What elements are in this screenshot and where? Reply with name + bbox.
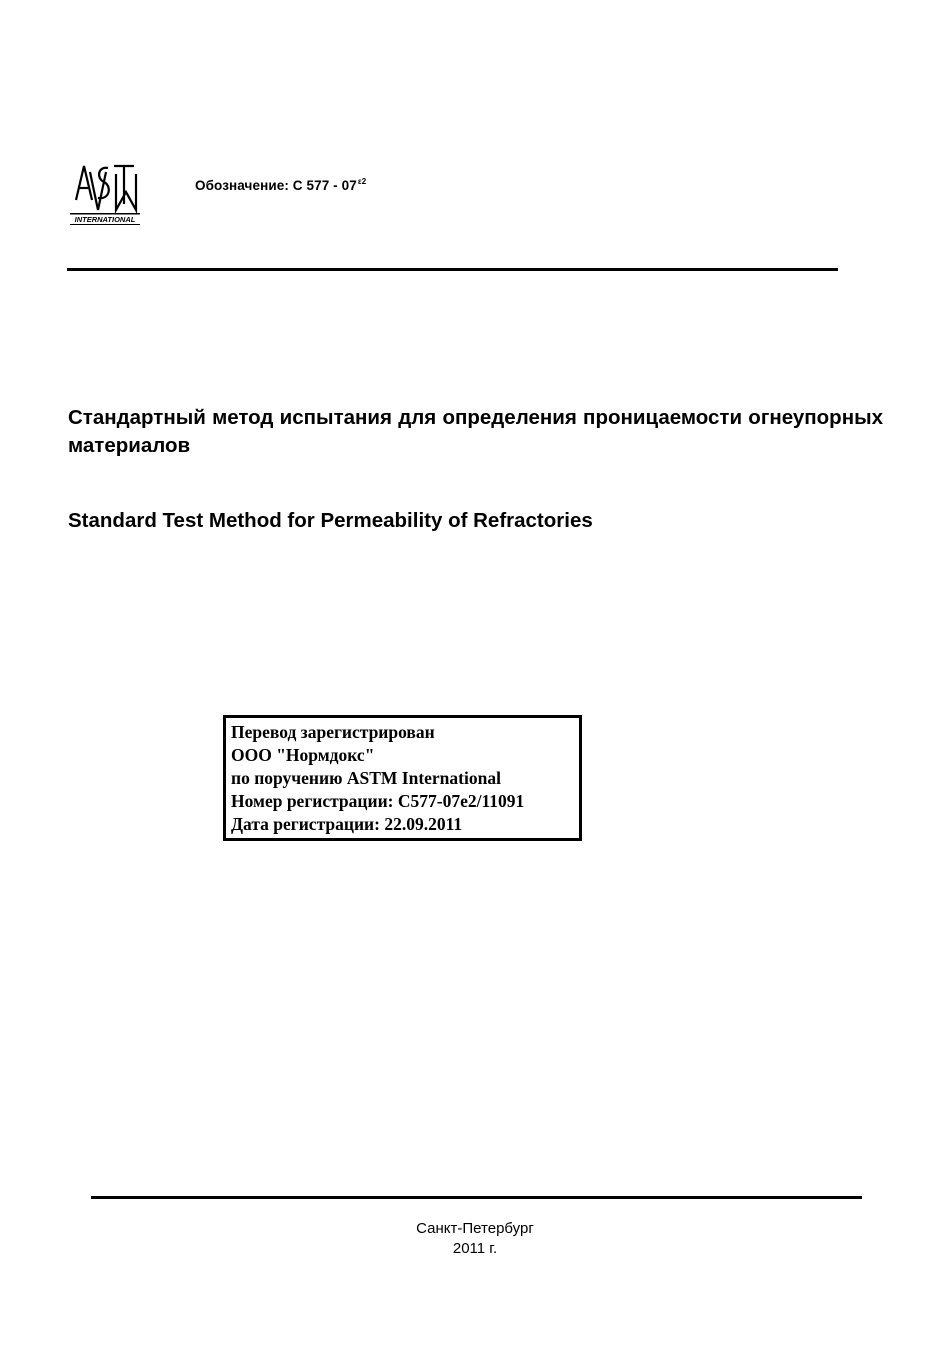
title-russian: Стандартный метод испытания для определения проницаемости огнеупорных материалов [68,406,883,457]
designation-label: Обозначение: С 577 - 07 [195,178,357,193]
registration-line: Перевод зарегистрирован [231,722,435,742]
astm-logo [68,158,142,228]
title-english: Standard Test Method for Permeability of Refractories [68,509,593,532]
header-divider [67,268,838,271]
registration-line: по поручению ASTM International [231,768,501,788]
astm-logo-graphic [68,158,142,228]
logo-caption: INTERNATIONAL [74,215,136,224]
designation-superscript: ε2 [357,177,367,186]
document-designation [195,178,366,193]
registration-line: ООО "Нормдокс" [231,745,375,765]
registration-box [223,715,582,841]
registration-date: Дата регистрации: 22.09.2011 [231,814,463,834]
footer-year: 2011 г. [452,1240,498,1257]
footer-city: Санкт-Петербург [416,1220,534,1237]
footer-divider [91,1196,862,1199]
registration-number: Номер регистрации: C577-07e2/11091 [231,791,525,811]
